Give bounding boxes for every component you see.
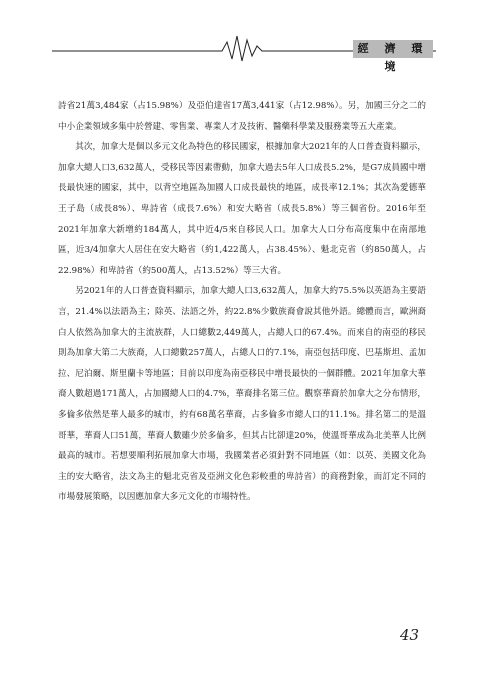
body-text [58,96,426,508]
section-title-tag: 經 濟 環 境 [353,40,433,58]
paragraph-1: 詩省21萬3,484家（占15.98%）及亞伯達省17萬3,441家（占12.98%）。另，加國三分之二的中小企業領域多集中於營建、零售業、專業人才及技術、醫藥科學業及服務業等五大產業。 [58,101,426,132]
paragraph-3: 另2021年的人口普查資料顯示，加拿大總人口3,632萬人，加拿大約75.5%以英語為主要語言，21.4%以法語為主；除英、法語之外，約22.8%少數族裔會說其他外語。總體而言，歐洲裔白人依然為加拿大的主流族群，人口總數2,449萬人，占總人口的67.4%。而來自的南亞的移民則為加拿大第二大族裔，人口總數257萬人，占總人口的7.1%，南亞包括印度、巴基斯坦、孟加拉、尼泊爾、斯里蘭卡等地區；目前以印度為南亞移民中增長最快的一個群體。2021年加拿大華裔人數超過171萬人，占加國總人口的4.7%，華裔排名第三位。觀察華裔於加拿大之分布情形，多倫多依然是華人最多的城市，約有68萬名華裔，占多倫多市總人口的11.1%。排名第二的是溫哥華，華裔人口51萬，華裔人數雖少於多倫多，但其占比卻達20%，使溫哥華成為北美華人比例最高的城市。若想要順利拓展加拿大市場，我國業者必須針對不同地區（如：以英、美國文化為主的安大略省，法文為主的魁北克省及亞洲文化色彩較重的卑詩省）的商務對象，而訂定不同的市場發展策略，以因應加拿大多元文化的市場特性。 [58,286,426,503]
page-number: 43 [400,626,420,644]
paragraph-2: 其次，加拿大是個以多元文化為特色的移民國家，根據加拿大2021年的人口普查資料顯示，加拿大總人口3,632萬人，受移民等因素帶動，加拿大過去5年人口成長5.2%，是G7成員國中增長最快速的國家，其中，以背空地區為加國人口成長最快的地區，成長率12.1%；其次為愛德華王子島（成長8%）、卑詩省（成長7.6%）和安大略省（成長5.8%）等三個省份。2016年至2021年加拿大新增約184萬人，其中近4/5來自移民人口。加拿大人口分布高度集中在南部地區，近3/4加拿大人居住在安大略省（約1,422萬人，占38.45%）、魁北克省（約850萬人，占22.98%）和卑詩省（約500萬人，占13.52%）等三大省。 [58,142,426,276]
running-header [52,32,436,73]
